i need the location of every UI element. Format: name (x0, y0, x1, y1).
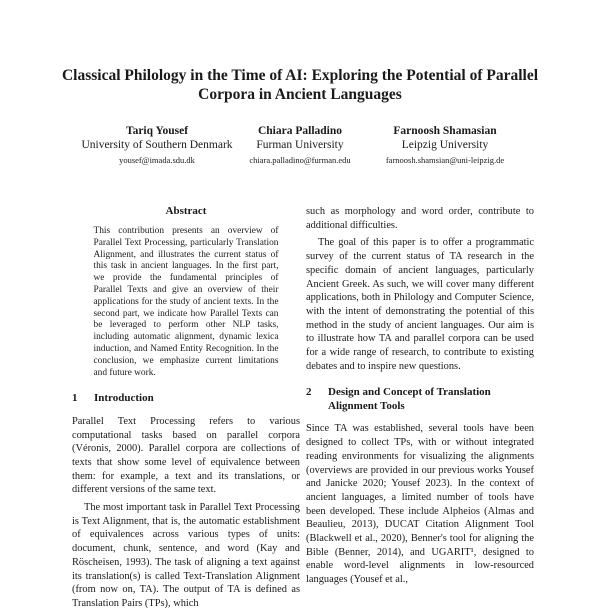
author-email: chiara.palladino@furman.edu (249, 155, 351, 165)
abstract-text: This contribution presents an overview of Parallel Text Processing, particularly Translation Alignment, and illustrates the current status of this task in ancient languages. In the first part, we provide the fundamental principles of Parallel Texts and give an overview of their applications for the study of ancient texts. In the second part, we indicate how Parallel Texts can be leveraged to perform other NLP tasks, including automatic alignment, dynamic lexica induction, and Named Entity Recognition. In the conclusion, we emphasize current limitations and future work. (93, 226, 279, 378)
section-title: Introduction (94, 392, 154, 405)
continued-paragraph: such as morphology and word order, contribute to additional difficulties. (306, 206, 534, 231)
author-name: Farnoosh Shamasian (393, 125, 497, 137)
section-number: 2 (306, 386, 312, 399)
section-number: 1 (72, 392, 78, 405)
author-affiliation: Furman University (256, 139, 344, 151)
goal-paragraph: The goal of this paper is to offer a programmatic survey of the current status of TA research in the specific domain of ancient languages, particularly Ancient Greek. As such, we will cover many different applications, both in Philology and Computer Science, with the intent of demonstrating the potential of this method in the study of ancient languages. Our aim is to illustrate how TA and parallel corpora can be used for a wide range of research, to contribute to existing debates and to inspire new questions. (306, 237, 534, 372)
author-block-3 (350, 124, 540, 166)
author-affiliation: University of Southern Denmark (81, 139, 233, 151)
left-column (72, 205, 300, 611)
paper-title: Classical Philology in the Time of AI: Exploring the Potential of Parallel Corpora in Ancient Languages (61, 67, 539, 103)
section-heading-introduction (72, 392, 300, 406)
abstract-heading: Abstract (165, 205, 207, 217)
author-name: Tariq Yousef (125, 125, 189, 137)
right-column (306, 205, 534, 587)
author-affiliation: Leipzig University (401, 139, 489, 151)
author-email: farnoosh.shamsian@uni-leipzig.de (385, 155, 505, 165)
intro-paragraph-2: The most important task in Parallel Text Processing is Text Alignment, that is, the automatic establishment of equivalences across various types of units: document, chunk, sentence, and word (Kay and Röscheisen, 1993). The task of aligning a text against its translation(s) is called Text-Translation Alignment (from now on, TA). The output of TA is defined as Translation Pairs (TPs), which (72, 502, 300, 609)
section-heading-design (306, 386, 534, 413)
intro-paragraph-1: Parallel Text Processing refers to various computational tasks based on parallel corpora (Véronis, 2000). Parallel corpora are collections of texts that show some level of equivalence between them: for example, a text and its translations, or different versions of the same text. (72, 415, 300, 496)
design-paragraph-1: Since TA was established, several tools have been designed to collect TPs, with or without integrated reading environments for visualizing the alignments (overviews are provided in our previous works Yousef and Janicke 2020; Yousef 2023). In the context of ancient languages, a limited number of tools have been developed. These include Alpheios (Almas and Beaulieu, 2013), DUCAT Citation Alignment Tool (Blackwell et al., 2020), Benner's tool for aligning the Bible (Benner, 2014), and UGARIT¹, designed to enable word-level alignments in low-resourced languages (Yousef et al., (306, 423, 534, 586)
author-email: yousef@imada.sdu.dk (119, 155, 195, 165)
author-name: Chiara Palladino (257, 125, 343, 137)
section-title: Design and Concept of Translation Alignment Tools (328, 386, 491, 412)
